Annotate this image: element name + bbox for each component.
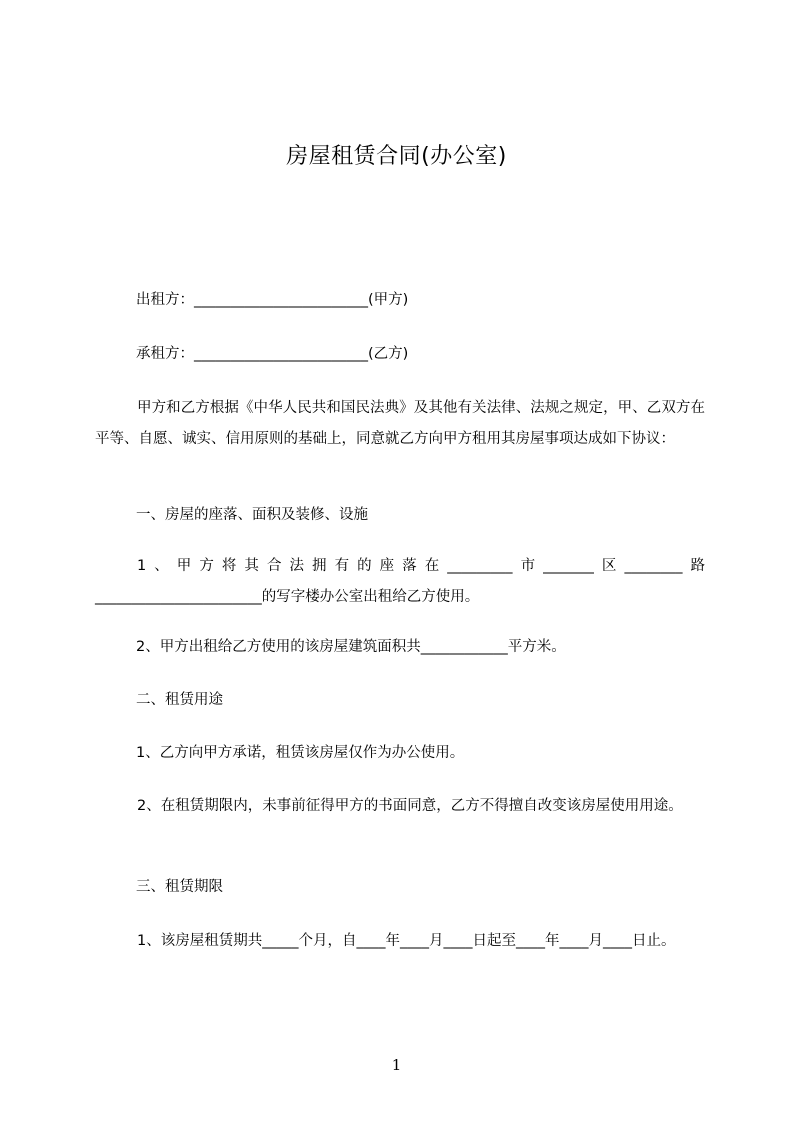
section-2-heading: 二、租赁用途 bbox=[136, 692, 223, 708]
section-1-heading: 一、房屋的座落、面积及装修、设施 bbox=[136, 507, 368, 523]
section-2-item-1: 1、乙方向甲方承诺，租赁该房屋仅作为办公使用。 bbox=[136, 745, 465, 761]
section-1-item-1: 1、甲方将其合法拥有的座落在_________市_______区________路_______________________的写字楼办公室出租给乙方使用。 bbox=[95, 558, 705, 605]
page-number: 1 bbox=[391, 1056, 402, 1074]
lessor-line: 出租方：________________________(甲方) bbox=[136, 292, 409, 308]
section-3-item-1: 1、该房屋租赁期共_____个月，自____年____月____日起至____年____月____日止。 bbox=[137, 933, 676, 949]
section-3-heading: 三、租赁期限 bbox=[136, 879, 223, 895]
lessee-line: 承租方：________________________(乙方) bbox=[136, 346, 409, 362]
intro-paragraph: 甲方和乙方根据《中华人民共和国民法典》及其他有关法律、法规之规定，甲、乙双方在平等、自愿、诚实、信用原则的基础上，同意就乙方向甲方租用其房屋事项达成如下协议： bbox=[95, 400, 705, 447]
section-1-item-2: 2、甲方出租给乙方使用的该房屋建筑面积共____________平方米。 bbox=[136, 639, 566, 655]
document-title: 房屋租赁合同(办公室) bbox=[286, 144, 507, 169]
section-2-item-2: 2、在租赁期限内，未事前征得甲方的书面同意，乙方不得擅自改变该房屋使用用途。 bbox=[137, 798, 683, 814]
